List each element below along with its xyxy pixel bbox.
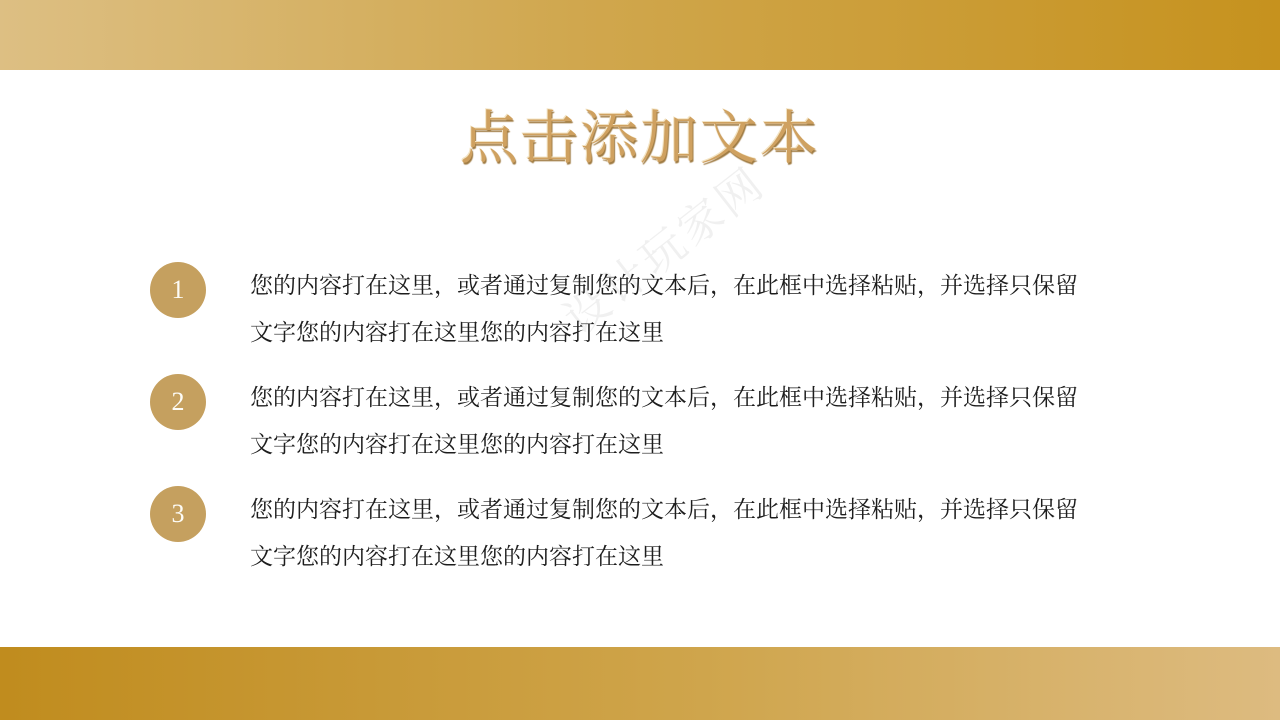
item-number-badge: 1 xyxy=(150,262,206,318)
top-gradient-bar xyxy=(0,0,1280,70)
item-number-badge: 3 xyxy=(150,486,206,542)
list-item-2[interactable] xyxy=(150,374,1150,468)
item-text-line: 文字您的内容打在这里您的内容打在这里 xyxy=(250,544,664,569)
item-text-line: 您的内容打在这里，或者通过复制您的文本后，在此框中选择粘贴，并选择只保留 xyxy=(250,273,1078,298)
slide-title-placeholder[interactable]: 点击添加文本 xyxy=(459,106,820,171)
list-item-3[interactable] xyxy=(150,486,1150,580)
item-text-block[interactable] xyxy=(250,262,1150,356)
item-text-block[interactable] xyxy=(250,374,1150,468)
item-text-line: 文字您的内容打在这里您的内容打在这里 xyxy=(250,320,664,345)
watermark: 设计玩家网 xyxy=(555,157,775,345)
item-text-block[interactable] xyxy=(250,486,1150,580)
item-text-line: 文字您的内容打在这里您的内容打在这里 xyxy=(250,432,664,457)
list-item-1[interactable] xyxy=(150,262,1150,356)
content-list xyxy=(150,262,1150,598)
item-text-line: 您的内容打在这里，或者通过复制您的文本后，在此框中选择粘贴，并选择只保留 xyxy=(250,497,1078,522)
bottom-gradient-bar xyxy=(0,647,1280,720)
item-number-badge: 2 xyxy=(150,374,206,430)
item-text-line: 您的内容打在这里，或者通过复制您的文本后，在此框中选择粘贴，并选择只保留 xyxy=(250,385,1078,410)
